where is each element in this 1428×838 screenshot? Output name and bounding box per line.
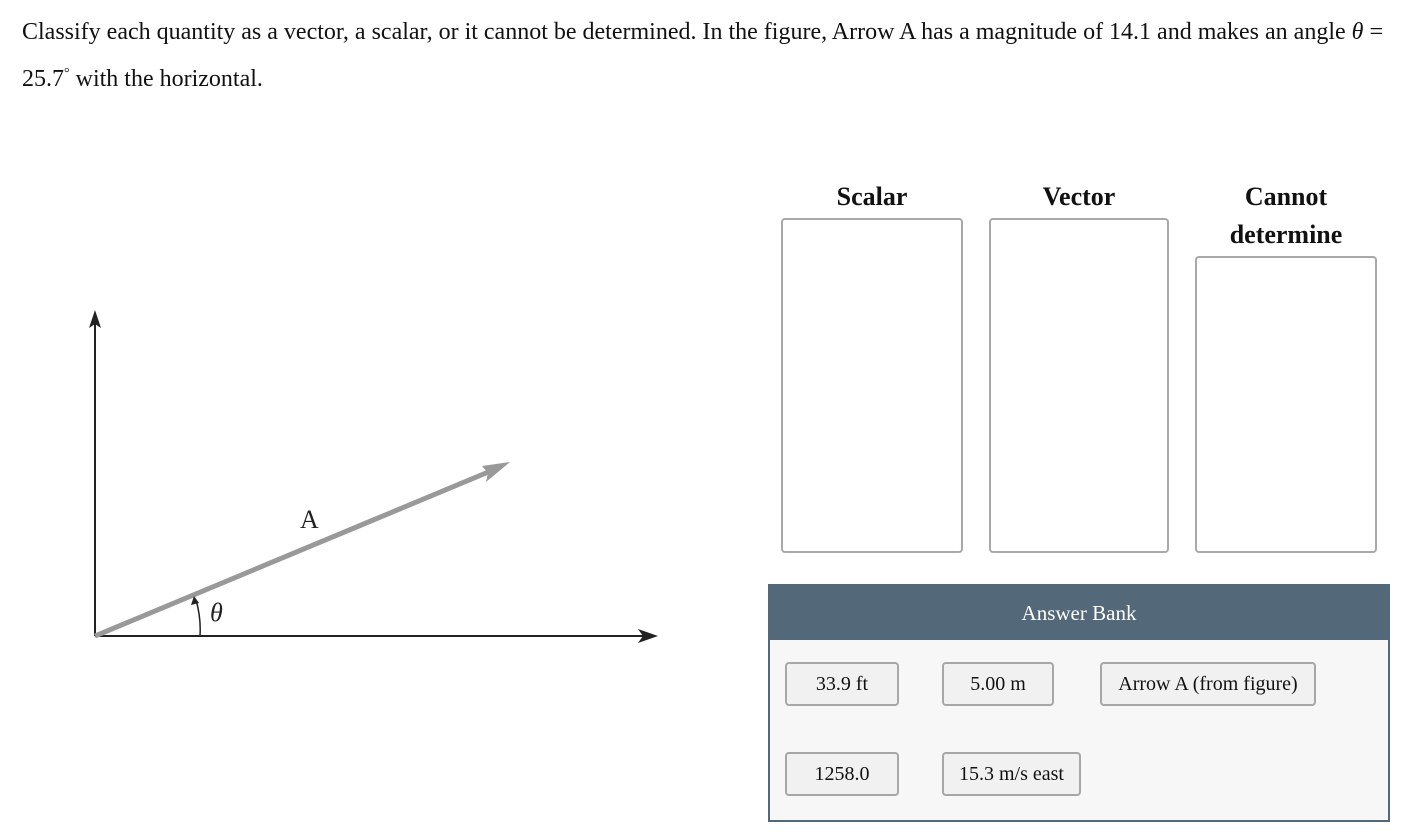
cannot-heading-line-2: determine bbox=[1229, 220, 1343, 249]
cannot-determine-heading bbox=[1195, 178, 1377, 254]
scalar-heading: Scalar bbox=[836, 182, 908, 211]
question-part-1: Classify each quantity as a vector, a scalar, or it cannot be determined. In the figure, Arrow A has a magnitude of 14.1 and makes an angle bbox=[22, 19, 1352, 45]
angle-theta-label: θ bbox=[210, 598, 223, 627]
vector-drop-zone[interactable] bbox=[989, 218, 1169, 553]
theta-symbol: θ bbox=[1351, 19, 1364, 45]
arrow-a bbox=[95, 468, 498, 636]
scalar-drop-zone[interactable] bbox=[781, 218, 963, 553]
cannot-heading-line-1: Cannot bbox=[1244, 182, 1328, 211]
answer-bank bbox=[768, 584, 1390, 822]
answer-chip-15-3-m-s-east[interactable]: 15.3 m/s east bbox=[942, 752, 1081, 796]
answer-chip-5-00-m[interactable]: 5.00 m bbox=[942, 662, 1054, 706]
answer-chip-33-9-ft[interactable]: 33.9 ft bbox=[785, 662, 899, 706]
answer-chip-1258-0[interactable]: 1258.0 bbox=[785, 752, 899, 796]
angle-arc bbox=[196, 600, 200, 636]
vector-figure bbox=[0, 290, 700, 660]
degree-symbol: ° bbox=[64, 66, 70, 81]
question-part-3: with the horizontal. bbox=[69, 66, 263, 92]
question-part-2: = 25.7 bbox=[22, 19, 1383, 92]
answer-chip-arrow-a[interactable]: Arrow A (from figure) bbox=[1100, 662, 1316, 706]
arrow-a-label: A bbox=[300, 505, 319, 534]
answer-bank-title: Answer Bank bbox=[770, 586, 1388, 640]
question-text bbox=[22, 12, 1422, 100]
cannot-determine-drop-zone[interactable] bbox=[1195, 256, 1377, 553]
vector-heading: Vector bbox=[1042, 182, 1116, 211]
